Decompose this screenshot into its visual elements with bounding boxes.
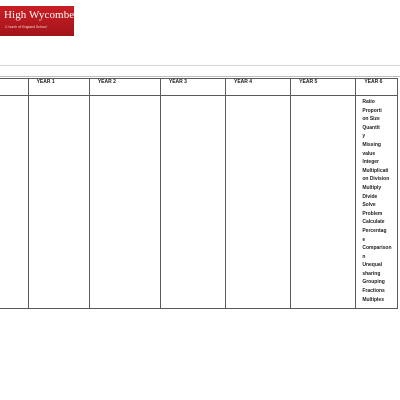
year-6-keyword: Fractions <box>362 288 385 295</box>
year-6-keyword: n <box>362 253 366 260</box>
year-3-cell <box>160 96 225 309</box>
year-6-keyword: sharing <box>362 270 381 277</box>
year-6-keyword: Multiplicati <box>362 167 389 174</box>
year-6-keyword: Comparison <box>362 245 392 252</box>
year-6-keyword: on Size <box>362 116 380 123</box>
year-6-keyword: Missing <box>362 141 381 148</box>
year-6-keyword: Proporti <box>362 107 382 114</box>
year-6-keyword: value <box>362 150 376 157</box>
year-6-keyword: Percentag <box>362 227 387 234</box>
header-year-2: YEAR 2 <box>89 79 160 96</box>
school-logo <box>0 6 74 36</box>
content-row <box>0 96 398 309</box>
header-year-1: YEAR 1 <box>28 79 89 96</box>
header-year-5: YEAR 5 <box>291 79 356 96</box>
year-6-keyword: Integer <box>362 159 379 166</box>
header-year-6: YEAR 6 <box>356 79 398 96</box>
year-6-keyword: Calculate <box>362 219 385 226</box>
year-6-keyword: Divide <box>362 193 378 200</box>
header-cell-blank <box>0 79 28 96</box>
row-label-cell <box>0 96 28 309</box>
header-divider <box>0 65 400 66</box>
year-6-keyword: Quantit <box>362 124 380 131</box>
year-6-keyword-list <box>356 96 397 304</box>
year-6-keyword: Ratio <box>362 99 375 105</box>
year-6-keyword: Grouping <box>362 279 385 286</box>
header-year-4: YEAR 4 <box>226 79 291 96</box>
year-2-cell <box>89 96 160 309</box>
year-6-keyword: Solve <box>362 202 376 209</box>
year-6-cell <box>356 96 398 309</box>
header-row <box>0 79 398 96</box>
header-year-3: YEAR 3 <box>160 79 225 96</box>
table-top-rule <box>0 76 400 77</box>
logo-title: High Wycombe <box>4 9 75 21</box>
year-6-keyword: on Division <box>362 176 390 183</box>
year-1-cell <box>28 96 89 309</box>
year-6-keyword: Problem <box>362 210 383 217</box>
year-5-cell <box>291 96 356 309</box>
year-6-keyword: y <box>362 133 366 140</box>
year-6-keyword: Multiples <box>362 296 384 303</box>
curriculum-table <box>0 78 398 309</box>
year-6-keyword: Multiply <box>362 184 382 191</box>
year-6-keyword: Unequal <box>362 262 383 269</box>
year-4-cell <box>226 96 291 309</box>
year-6-keyword: e <box>362 236 366 243</box>
logo-subtitle: C hurch of England School <box>5 25 47 29</box>
